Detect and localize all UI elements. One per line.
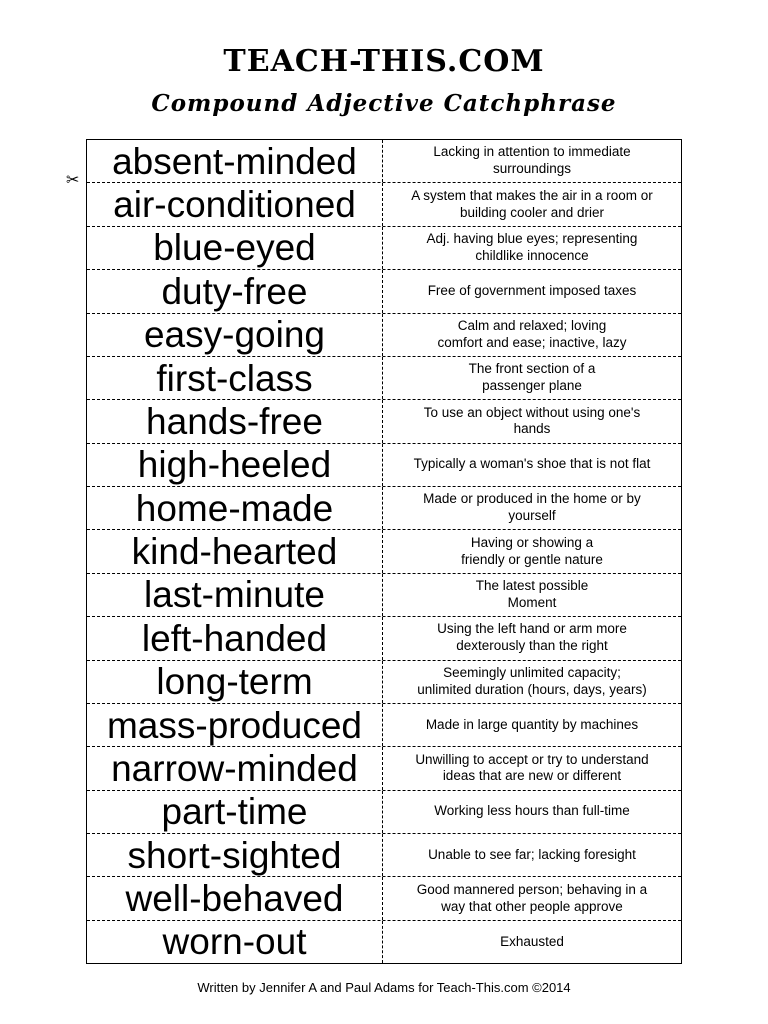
card-row [87, 400, 681, 443]
card-term: easy-going [87, 314, 383, 356]
card-row [87, 444, 681, 487]
card-term: kind-hearted [87, 530, 383, 572]
card-definition: Exhausted [500, 933, 564, 949]
card-row [87, 183, 681, 226]
card-table [86, 139, 682, 964]
card-term: absent-minded [87, 140, 383, 182]
card-term: short-sighted [87, 834, 383, 876]
card-term: hands-free [87, 400, 383, 442]
card-row [87, 921, 681, 963]
card-row [87, 747, 681, 790]
card-definition: Lacking in attention to immediate surroundings [433, 144, 631, 177]
card-row [87, 314, 681, 357]
card-row [87, 791, 681, 834]
card-row [87, 617, 681, 660]
card-term: last-minute [87, 574, 383, 616]
card-row [87, 877, 681, 920]
card-term: well-behaved [87, 877, 383, 919]
card-row [87, 140, 681, 183]
card-term: air-conditioned [87, 183, 383, 225]
card-definition: Made in large quantity by machines [425, 716, 639, 732]
card-definition: Unwilling to accept or try to understand ideas that are new or different [415, 751, 649, 784]
card-term: left-handed [87, 617, 383, 659]
card-definition: Unable to see far; lacking foresight [428, 846, 636, 862]
footer-credit: Written by Jennifer A and Paul Adams for Teach-This.com ©2014 [197, 980, 571, 995]
page-title: Compound Adjective Catchphrase [151, 90, 617, 117]
card-term: worn-out [87, 921, 383, 963]
site-title: TEACH-THIS.COM [223, 44, 545, 79]
card-definition: The front section of a passenger plane [468, 361, 596, 394]
card-definition: Having or showing a friendly or gentle nature [461, 534, 603, 567]
card-definition: Good mannered person; behaving in a way that other people approve [416, 881, 648, 914]
card-row [87, 574, 681, 617]
card-definition: A system that makes the air in a room or building cooler and drier [411, 187, 653, 220]
card-row [87, 227, 681, 270]
card-term: blue-eyed [87, 227, 383, 269]
card-definition: Adj. having blue eyes; representing childlike innocence [426, 231, 638, 263]
card-term: mass-produced [87, 704, 383, 746]
scissors-icon: ✂ [66, 170, 80, 189]
card-definition: Using the left hand or arm more dexterously than the right [437, 621, 627, 654]
card-row [87, 530, 681, 573]
card-term: first-class [87, 357, 383, 399]
card-term: narrow-minded [87, 747, 383, 789]
card-row [87, 487, 681, 530]
card-row [87, 270, 681, 313]
card-definition: Free of government imposed taxes [427, 282, 637, 298]
card-term: long-term [87, 661, 383, 703]
card-row [87, 834, 681, 877]
card-term: home-made [87, 487, 383, 529]
card-term: high-heeled [87, 444, 383, 486]
card-definition: To use an object without using one's hands [423, 404, 641, 437]
card-row [87, 357, 681, 400]
card-term: duty-free [87, 270, 383, 312]
card-definition: Seemingly unlimited capacity; unlimited duration (hours, days, years) [417, 664, 647, 697]
card-term: part-time [87, 791, 383, 833]
card-definition: Made or produced in the home or by yourself [423, 491, 641, 524]
card-row [87, 704, 681, 747]
card-definition: Typically a woman's shoe that is not flat [413, 456, 651, 472]
card-row [87, 661, 681, 704]
card-definition: Working less hours than full-time [434, 803, 630, 819]
card-definition: The latest possible Moment [475, 578, 589, 610]
card-definition: Calm and relaxed; loving comfort and ease; inactive, lazy [437, 317, 627, 350]
